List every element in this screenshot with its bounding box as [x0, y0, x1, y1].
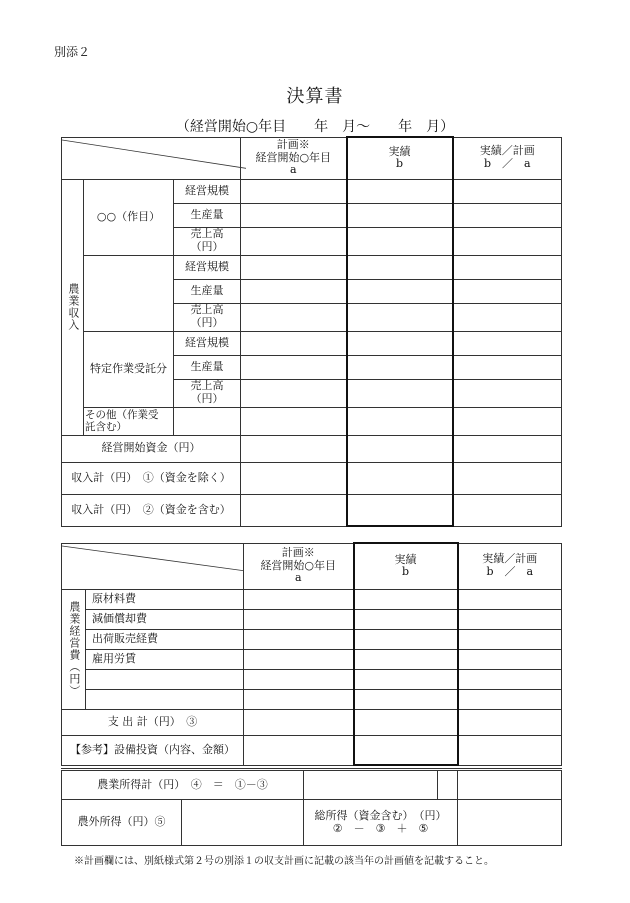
cell[interactable] [458, 649, 562, 669]
cell[interactable] [354, 735, 458, 765]
cell[interactable] [244, 735, 354, 765]
header-diagonal-cell [62, 137, 241, 179]
header-ratio: 実績／計画 b ／ a [453, 137, 562, 179]
expense-item-blank[interactable] [86, 689, 244, 709]
item-production: 生産量 [174, 279, 241, 303]
cell[interactable] [347, 331, 453, 355]
cell[interactable] [241, 494, 347, 526]
item-sales: 売上高 （円） [174, 303, 241, 331]
expense-table [61, 542, 562, 766]
cell[interactable] [244, 589, 354, 609]
cell[interactable] [244, 609, 354, 629]
cell[interactable] [453, 355, 562, 379]
farm-income-label: 農業所得計（円） ④ ＝ ①－③ [62, 770, 304, 800]
cell[interactable] [241, 407, 347, 435]
cell[interactable] [347, 494, 453, 526]
cell[interactable] [453, 379, 562, 407]
cell[interactable] [354, 649, 458, 669]
item-sales: 売上高 （円） [174, 227, 241, 255]
cell[interactable] [458, 709, 562, 735]
cell[interactable] [453, 255, 562, 279]
cell[interactable] [458, 689, 562, 709]
cell[interactable] [453, 435, 562, 462]
cell[interactable] [453, 179, 562, 203]
cell[interactable] [458, 770, 562, 800]
cell[interactable] [347, 355, 453, 379]
cell[interactable] [241, 227, 347, 255]
cell[interactable] [458, 609, 562, 629]
cell[interactable] [244, 629, 354, 649]
expense-item: 減価償却費 [86, 609, 244, 629]
item-production: 生産量 [174, 355, 241, 379]
expense-item: 原材料費 [86, 589, 244, 609]
expense-category: 農業経営費（円） [62, 589, 86, 709]
expense-item: 雇用労賃 [86, 649, 244, 669]
footnote: ※計画欄には、別紙様式第２号の別添１の収支計画に記載の該当年の計画値を記載すること。 [74, 856, 494, 867]
start-funds-label: 経営開始資金（円） [62, 435, 241, 462]
cell[interactable] [241, 331, 347, 355]
cell[interactable] [347, 255, 453, 279]
item-scale: 経営規模 [174, 255, 241, 279]
cell[interactable] [438, 770, 458, 800]
cell[interactable] [458, 735, 562, 765]
summary-table [61, 768, 562, 846]
attachment-label: 別添２ [54, 45, 91, 59]
cell[interactable] [458, 629, 562, 649]
cell[interactable] [453, 279, 562, 303]
gross-income-label: 総所得（資金含む） （円） ② － ③ ＋ ⑤ [304, 800, 458, 846]
header-actual: 実績 b [354, 543, 458, 589]
special-contract-name: 特定作業受託分 [84, 331, 174, 407]
cell[interactable] [347, 407, 453, 435]
item-scale: 経営規模 [174, 179, 241, 203]
expense-item-blank[interactable] [86, 669, 244, 689]
cell[interactable] [244, 689, 354, 709]
cell[interactable] [347, 227, 453, 255]
cell[interactable] [458, 669, 562, 689]
income-category: 農業収入 [62, 179, 84, 435]
cell[interactable] [354, 689, 458, 709]
cell[interactable] [182, 800, 304, 846]
cell[interactable] [347, 303, 453, 331]
cell[interactable] [241, 279, 347, 303]
cell[interactable] [453, 494, 562, 526]
other-income-label: その他（作業受 託含む） [84, 407, 174, 435]
cell[interactable] [347, 462, 453, 494]
cell[interactable] [347, 435, 453, 462]
item-production: 生産量 [174, 203, 241, 227]
cell[interactable] [241, 379, 347, 407]
cell[interactable] [453, 303, 562, 331]
cell[interactable] [453, 407, 562, 435]
non-farm-income-label: 農外所得（円）⑤ [62, 800, 182, 846]
header-plan: 計画※ 経営開始○年目 a [244, 543, 354, 589]
cell[interactable] [354, 629, 458, 649]
header-plan: 計画※ 経営開始○年目 a [241, 137, 347, 179]
item-sales: 売上高 （円） [174, 379, 241, 407]
cell[interactable] [458, 800, 562, 846]
cell[interactable] [241, 435, 347, 462]
period-line: （経営開始○年目 年 月～ 年 月） [175, 119, 455, 135]
expense-total-label: 支 出 計（円） ③ [62, 709, 244, 735]
cell[interactable] [347, 179, 453, 203]
cell[interactable] [241, 203, 347, 227]
cell[interactable] [244, 649, 354, 669]
cell[interactable] [347, 203, 453, 227]
header-diagonal-cell [62, 543, 244, 589]
cell[interactable] [354, 669, 458, 689]
cell[interactable] [453, 462, 562, 494]
header-ratio: 実績／計画 b ／ a [458, 543, 562, 589]
crop2-name[interactable] [84, 255, 174, 331]
income-total-1-label: 収入計（円） ①（資金を除く） [62, 462, 241, 494]
cell[interactable] [354, 589, 458, 609]
item-scale: 経営規模 [174, 331, 241, 355]
cell[interactable] [354, 609, 458, 629]
cell[interactable] [241, 303, 347, 331]
cell[interactable] [304, 770, 438, 800]
cell[interactable] [244, 669, 354, 689]
expense-item: 出荷販売経費 [86, 629, 244, 649]
page-title: 決算書 [286, 86, 344, 107]
cell[interactable] [354, 709, 458, 735]
income-total-2-label: 収入計（円） ②（資金を含む） [62, 494, 241, 526]
cell[interactable] [347, 279, 453, 303]
cell[interactable] [241, 255, 347, 279]
cell[interactable] [244, 709, 354, 735]
crop1-name: ○○（作目） [84, 179, 174, 255]
header-actual: 実績 b [347, 137, 453, 179]
cell[interactable] [453, 227, 562, 255]
cell[interactable] [347, 379, 453, 407]
capex-reference-label: 【参考】設備投資（内容、金額） [62, 735, 244, 765]
cell[interactable] [241, 462, 347, 494]
cell[interactable] [453, 331, 562, 355]
cell[interactable] [174, 407, 241, 435]
cell[interactable] [241, 179, 347, 203]
income-table [61, 136, 562, 527]
cell[interactable] [458, 589, 562, 609]
cell[interactable] [241, 355, 347, 379]
cell[interactable] [453, 203, 562, 227]
